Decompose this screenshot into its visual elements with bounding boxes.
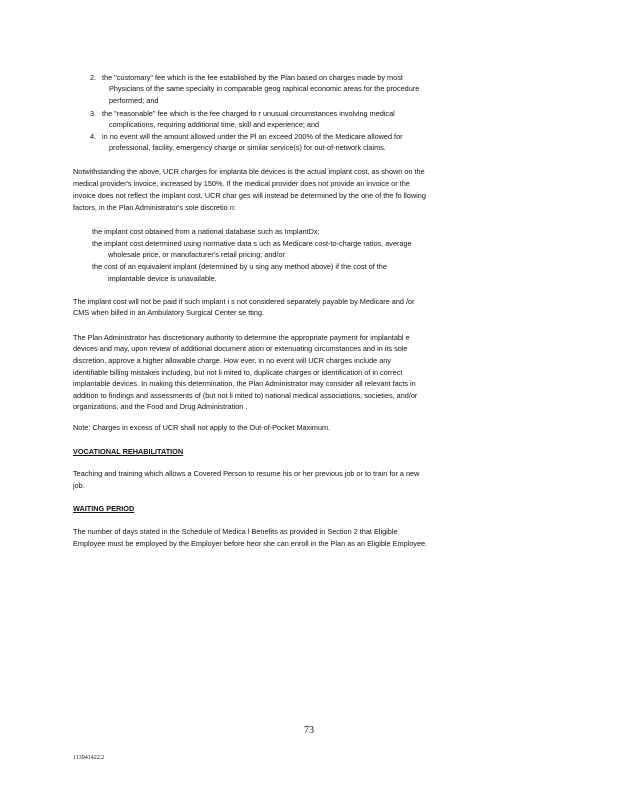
section-heading: WAITING PERIOD <box>73 504 135 513</box>
paragraph-line: organizations, and the Food and Drug Administration . <box>73 402 248 411</box>
paragraph-line: devices and may, upon review of additional document ation or extenuating circumstances and in its sole <box>73 344 408 353</box>
paragraph-line: job. <box>73 481 85 490</box>
list-item-line: Physicians of the same specialty in comparable geog raphical economic areas for the procedure <box>109 84 420 93</box>
list-item-line: complications, requiring additional time, skill and experience; and <box>109 120 320 129</box>
list-item-line: performed; and <box>109 96 159 105</box>
list-item-line: professional, facility, emergency charge or similar service(s) for out-of-network claims. <box>109 143 386 152</box>
note-line: Note: Charges in excess of UCR shall not apply to the Out-of-Pocket Maximum. <box>73 423 331 432</box>
paragraph-line: The Plan Administrator has discretionary authority to determine the appropriate payment for implantabl e <box>73 333 410 342</box>
bullet-line: wholesale price, or manufacturer's retail pricing; and/or <box>108 250 286 259</box>
paragraph-line: factors, in the Plan Administrator's sole discretio n: <box>73 203 236 212</box>
paragraph-line: implantable devices. In making this determination, the Plan Administrator may consider all relevant facts in <box>73 379 416 388</box>
bullet-line: implantable device is unavailable. <box>108 274 217 283</box>
paragraph-line: The implant cost will not be paid if such implant i s not considered separately payable by Medicare and /or <box>73 297 415 306</box>
bullet-line: the implant cost obtained from a national database such as ImplantDx; <box>92 227 320 236</box>
paragraph-line: Teaching and training which allows a Covered Person to resume his or her previous job or to train for a new <box>73 469 420 478</box>
paragraph-line: CMS when billed in an Ambulatory Surgical Center se tting. <box>73 308 265 317</box>
bullet-item <box>92 261 387 273</box>
list-item-line: the "customary" fee which is the fee established by the Plan based on charges made by most <box>102 73 403 82</box>
paragraph-line: discretion, approve a higher allowable charge. How ever, in no event will UCR charges include any <box>73 356 391 365</box>
bullet-line: the implant cost determined using normative data s uch as Medicare cost-to-charge ratios, average <box>92 239 412 248</box>
list-item-line: in no event will the amount allowed under the Pl an exceed 200% of the Medicare allowed for <box>102 132 403 141</box>
document-id: 113941422.2 <box>73 755 105 761</box>
paragraph-line: identifiable billing mistakes including, but not li mited to, duplicate charges or identification of in correct <box>73 368 403 377</box>
paragraph-line: medical provider's invoice, increased by 150%. If the medical provider does not provide an invoice or the <box>73 179 410 188</box>
paragraph-line: Employee must be employed by the Employer before heor she can enroll in the Plan as an Eligible Employee. <box>73 539 428 548</box>
list-item: 4. in no event will the amount allowed under the Pl an exceed 200% of the Medicare allowed for <box>90 132 403 141</box>
paragraph-line: The number of days stated in the Schedule of Medica l Benefits as provided in Section 2 that Eligible <box>73 527 398 536</box>
paragraph-line: addition to findings and assessments of (but not li mited to) national medical associations, societies, and/or <box>73 391 418 400</box>
page-number: 73 <box>304 725 314 736</box>
bullet-line: the cost of an equivalent implant (determined by u sing any method above) if the cost of the <box>92 262 387 271</box>
bullet-item <box>92 238 412 250</box>
section-heading: VOCATIONAL REHABILITATION <box>73 447 184 456</box>
bullet-item <box>92 226 320 238</box>
list-item-line: the "reasonable" fee which is the fee charged fo r unusual circumstances involving medical <box>102 109 395 118</box>
paragraph-line: Notwithstanding the above, UCR charges for implanta ble devices is the actual implant cost, as shown on the <box>73 167 425 176</box>
paragraph-line: invoice does not reflect the implant cost, UCR char ges will instead be determined by the one of the fo llowing <box>73 191 426 200</box>
list-item: 2. the "customary" fee which is the fee established by the Plan based on charges made by most <box>90 73 403 82</box>
list-item: 3. the "reasonable" fee which is the fee charged fo r unusual circumstances involving medical <box>90 109 395 118</box>
